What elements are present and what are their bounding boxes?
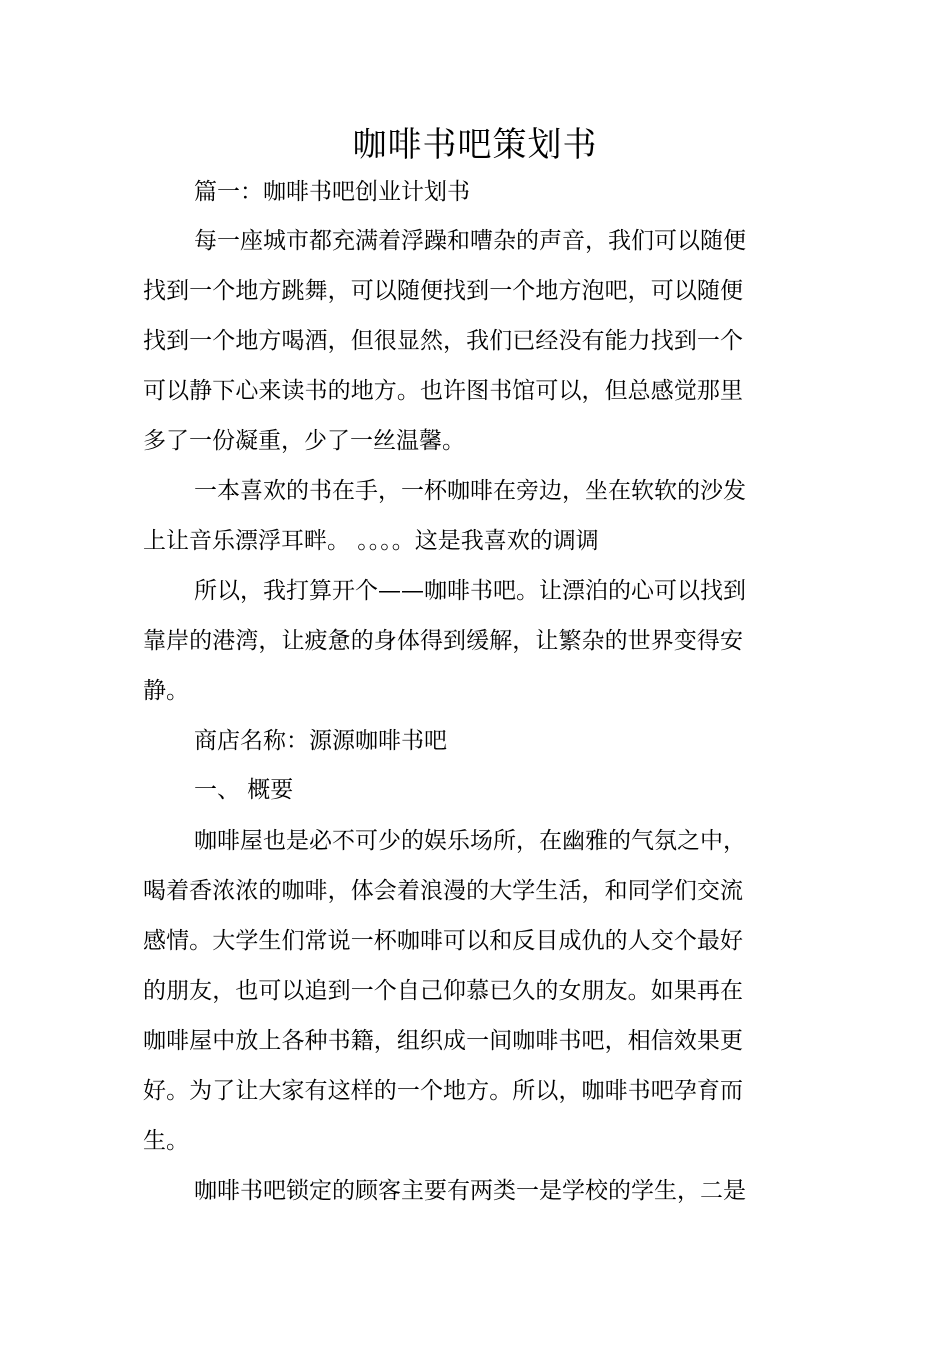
paragraph-line: 静。 xyxy=(143,678,189,704)
section-heading: 篇一：咖啡书吧创业计划书 xyxy=(194,179,470,205)
paragraph-line: 一本喜欢的书在手，一杯咖啡在旁边，坐在软软的沙发 xyxy=(194,478,746,504)
paragraph-line: 的朋友，也可以追到一个自己仰慕已久的女朋友。如果再在 xyxy=(143,978,743,1004)
section-heading: 一、 概要 xyxy=(194,777,294,803)
paragraph-line: 感情。大学生们常说一杯咖啡可以和反目成仇的人交个最好 xyxy=(143,928,743,954)
paragraph-line: 喝着香浓浓的咖啡，体会着浪漫的大学生活，和同学们交流 xyxy=(143,878,743,904)
paragraph-line: 可以静下心来读书的地方。也许图书馆可以，但总感觉那里 xyxy=(143,378,743,404)
paragraph-line: 上让音乐漂浮耳畔。 。。。。这是我喜欢的调调 xyxy=(143,528,599,554)
paragraph-line: 找到一个地方喝酒，但很显然，我们已经没有能力找到一个 xyxy=(143,328,743,354)
document-title: 咖啡书吧策划书 xyxy=(352,125,598,165)
paragraph-line: 咖啡屋中放上各种书籍，组织成一间咖啡书吧，相信效果更 xyxy=(143,1028,743,1054)
paragraph-line: 靠岸的港湾，让疲惫的身体得到缓解，让繁杂的世界变得安 xyxy=(143,628,743,654)
paragraph-line: 咖啡屋也是必不可少的娱乐场所，在幽雅的气氛之中， xyxy=(194,828,746,854)
paragraph-line: 找到一个地方跳舞，可以随便找到一个地方泡吧，可以随便 xyxy=(143,278,743,304)
paragraph-line: 好。为了让大家有这样的一个地方。所以，咖啡书吧孕育而 xyxy=(143,1078,743,1104)
shop-name-line: 商店名称：源源咖啡书吧 xyxy=(194,728,447,754)
paragraph-line: 多了一份凝重，少了一丝温馨。 xyxy=(143,428,465,454)
paragraph-line: 所以，我打算开个——咖啡书吧。让漂泊的心可以找到 xyxy=(194,578,746,604)
paragraph-line: 咖啡书吧锁定的顾客主要有两类一是学校的学生，二是 xyxy=(194,1178,746,1204)
paragraph-line: 生。 xyxy=(143,1128,189,1154)
paragraph-line: 每一座城市都充满着浮躁和嘈杂的声音，我们可以随便 xyxy=(194,228,746,254)
